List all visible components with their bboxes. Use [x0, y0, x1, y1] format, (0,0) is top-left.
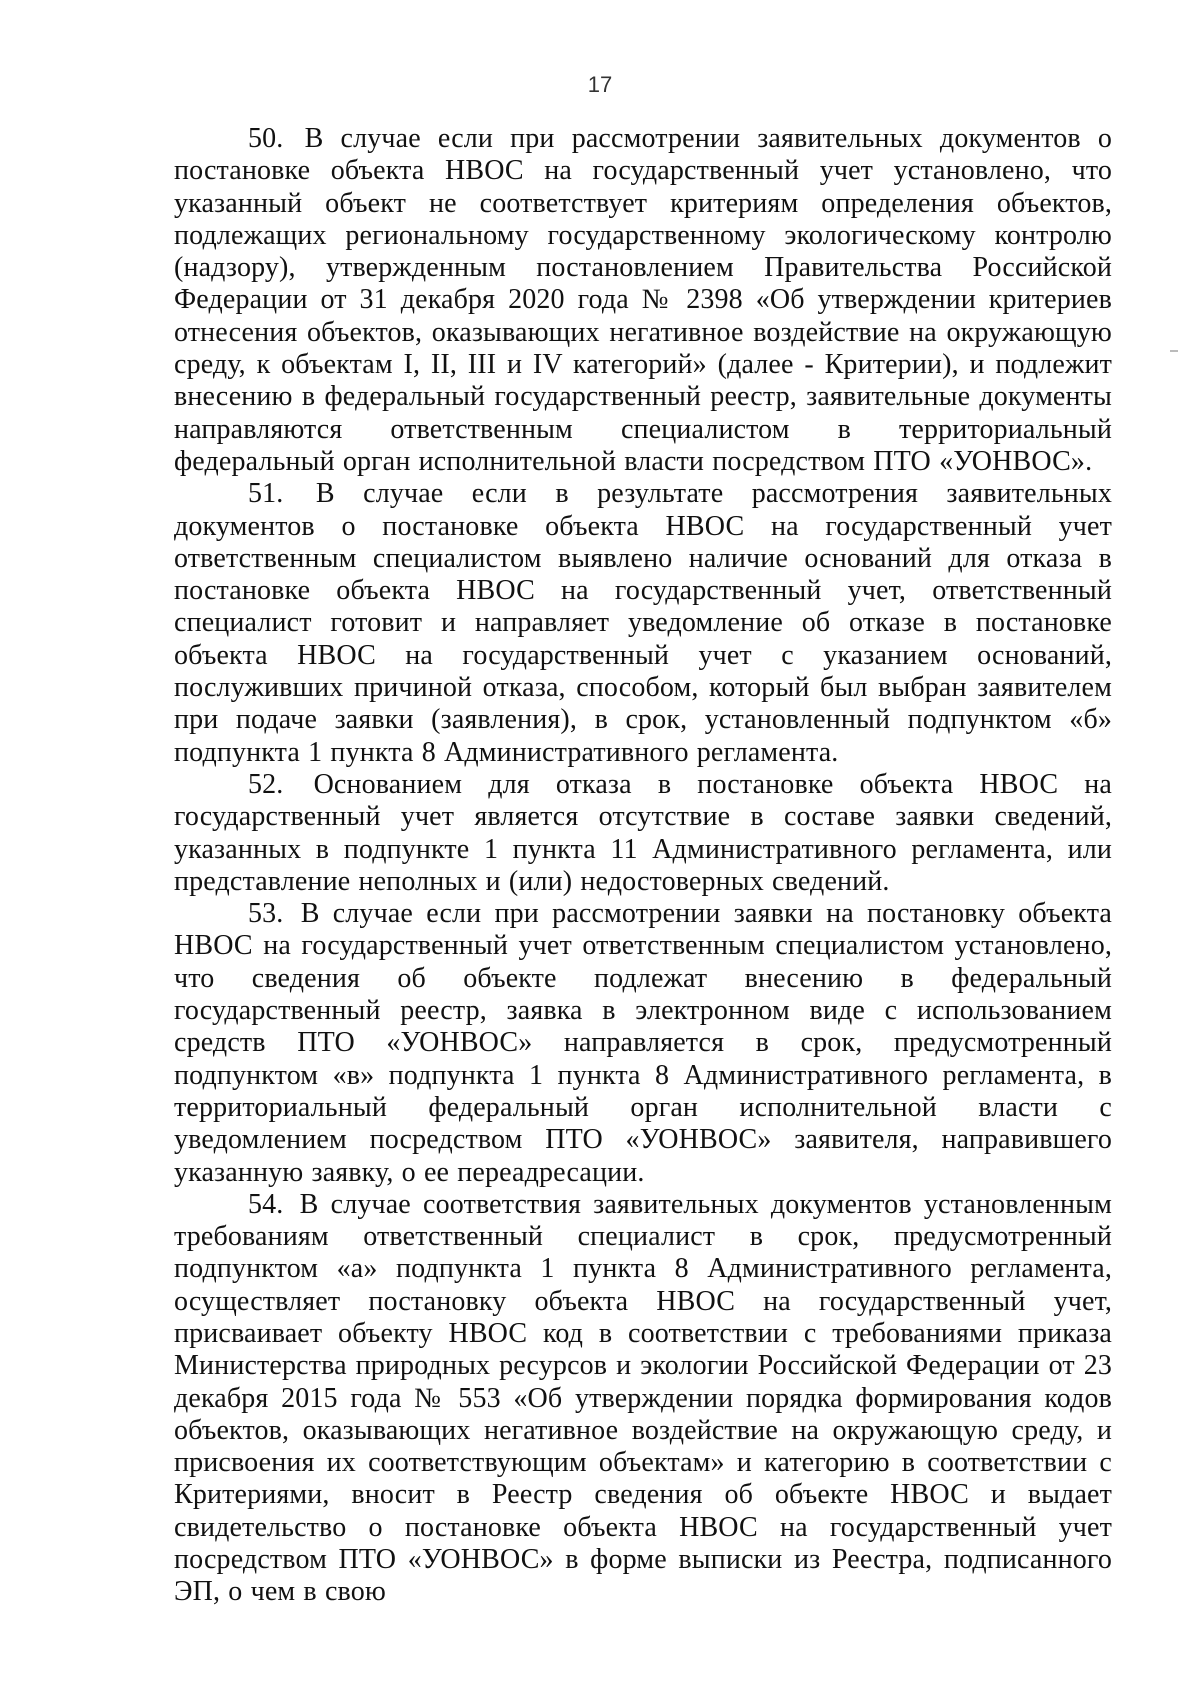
paragraph-number: 51. [248, 478, 284, 510]
paragraph-text: В случае если при рассмотрении заявки на постановку объекта НВОС на государственный учет ответственным специалистом установлено, что сведения об объекте подлежат внесению в федеральный государственный реестр, заявка в электронном виде с использованием средств ПТО «УОНВОС» направляется в срок, предусмотренный подпунктом «в» подпункта 1 пункта 8 Административного регламента, в территориальный федеральный орган исполнительной власти с уведомлением посредством ПТО «УОНВОС» заявителя, направившего указанную заявку, о ее переадресации. [174, 898, 1113, 1188]
paragraph-number: 52. [248, 768, 284, 800]
paragraph-number: 50. [248, 123, 284, 154]
paragraph-text: В случае соответствия заявительных документов установленным требованиям ответственный специалист в срок, предусмотренный подпунктом «а» подпункта 1 пункта 8 Административного регламента, осуществляет постановку объекта НВОС на государственный учет, присваивает объекту НВОС код в соответствии с требованиями приказа Министерства природных ресурсов и экологии Российской Федерации от 23 декабря 2015 года № 553 «Об утверждении порядка формирования кодов объектов, оказывающих негативное воздействие на окружающую среду, и присвоения их соответствующим объектам» и категорию в соответствии с Критериями, вносит в Реестр сведения об объекте НВОС и выдает свидетельство о постановке объекта НВОС на государственный учет посредством ПТО «УОНВОС» в форме выписки из Реестра, подписанного ЭП, о чем в свою [174, 1188, 1113, 1608]
paragraph-54 [174, 1189, 1112, 1609]
paragraph-50 [174, 123, 1112, 478]
paragraph-text: В случае если при рассмотрении заявительных документов о постановке объекта НВОС на государственный учет установлено, что указанный объект не соответствует критериям определения объектов, подлежащих региональному государственному экологическому контролю (надзору), утвержденным постановлением Правительства Российской Федерации от 31 декабря 2020 года № 2398 «Об утверждении критериев отнесения объектов, оказывающих негативное воздействие на окружающую среду, к объектам I, II, III и IV категорий» (далее - Критерии), и подлежит внесению в федеральный государственный реестр, заявительные документы направляются ответственным специалистом в территориальный федеральный орган исполнительной власти посредством ПТО «УОНВОС». [174, 123, 1113, 477]
document-body [174, 123, 1112, 1609]
paragraph-text: В случае если в результате рассмотрения заявительных документов о постановке объекта НВОС на государственный учет ответственным специалистом выявлено наличие оснований для отказа в постановке объекта НВОС на государственный учет, ответственный специалист готовит и направляет уведомление об отказе в постановке объекта НВОС на государственный учет с указанием оснований, послуживших причиной отказа, способом, который был выбран заявителем при подаче заявки (заявления), в срок, установленный подпунктом «б» подпункта 1 пункта 8 Административного регламента. [174, 478, 1112, 768]
paragraph-53 [174, 898, 1112, 1189]
paragraph-51 [174, 478, 1112, 769]
paragraph-number: 53. [248, 898, 284, 930]
paragraph-number: 54. [248, 1188, 284, 1220]
scan-margin-mark [1170, 350, 1178, 352]
page-number: 17 [587, 72, 613, 97]
paragraph-52 [174, 769, 1112, 898]
paragraph-text: Основанием для отказа в постановке объекта НВОС на государственный учет является отсутствие в составе заявки сведений, указанных в подпункте 1 пункта 11 Административного регламента, или представление неполных и (или) недостоверных сведений. [174, 768, 1112, 897]
